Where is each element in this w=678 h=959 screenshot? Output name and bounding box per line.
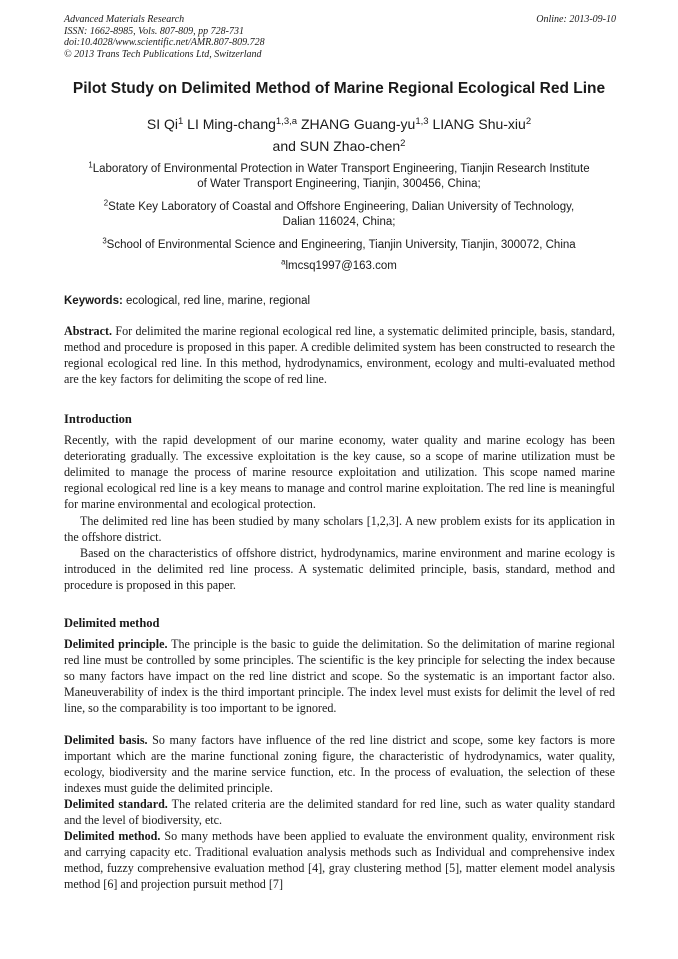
abstract (64, 324, 615, 388)
abstract-label: Abstract. (64, 324, 113, 338)
author-line-2 (30, 135, 648, 157)
method-heading: Delimited method (64, 616, 160, 630)
author-superscript: 2 (525, 115, 532, 127)
principle-label: Delimited principle. (64, 637, 168, 651)
delimited-basis-paragraph (64, 733, 615, 797)
affiliation-1 (40, 162, 638, 192)
email-text: lmcsq1997@163.com (285, 260, 397, 272)
author-name: ZHANG Guang-yu (300, 116, 416, 132)
author-superscript: 1 (177, 115, 184, 127)
delimited-standard-paragraph (64, 797, 615, 829)
affiliation-line (40, 162, 638, 177)
author-name: and SUN Zhao-chen (272, 138, 401, 154)
method-text: So many methods have been applied to evaluate the environment quality, environment risk and carrying capacity etc. Traditional evaluation analysis methods such as Individual and comprehensive index method, fuzzy comprehensive evaluation method [4], gray clustering method [5], matter element model analysis method [6] and projection pursuit method [7] (64, 829, 615, 891)
principle-text: The principle is the basic to guide the delimitation. So the delimitation of marine regional red line must be controlled by some principles. The scientific is the key principle for selecting the index because so many factors have impact on the red line district and scope. So the systematic is an important factor also. Maneuverability of index is the third important principle. The index level must exists for delimit the level of red line, so the comparability is too important to be ignored. (64, 637, 615, 715)
author-name: LIANG Shu-xiu (432, 116, 526, 132)
affiliation-text: of Water Transport Engineering, Tianjin, 300456, China; (197, 178, 481, 190)
standard-label: Delimited standard. (64, 797, 168, 811)
basis-label: Delimited basis. (64, 733, 148, 747)
introduction-paragraph-3: Based on the characteristics of offshore district, hydrodynamics, marine environment and marine ecology is introduced in the delimited red line process. A systematic delimited principle, basis, standard, method and procedure is proposed in this paper. (64, 546, 615, 592)
affiliation-superscript: 3 (102, 236, 107, 246)
author-name: SI Qi (146, 116, 178, 132)
keywords (64, 294, 616, 309)
author-superscript: 1,3,a (275, 115, 298, 127)
email-line (40, 259, 638, 274)
affiliation-superscript: 2 (103, 198, 109, 208)
affiliation-line (40, 200, 638, 215)
keywords-text: ecological, red line, marine, regional (122, 295, 311, 307)
introduction-paragraph-2: The delimited red line has been studied by many scholars [1,2,3]. A new problem exists for its application in the offshore district. (64, 514, 615, 544)
author-line-1 (30, 113, 648, 135)
introduction-paragraph-1: Recently, with the rapid development of our marine economy, water quality and marine ecology has been deteriorating gradually. The excessive exploitation is the key cause, so a scope of marine utilization must be delimited to manage the process of marine resource exploitation and utilization. This scope named marine regional ecological red line is a key means to manage and control marine exploitation. The red line is meaningful for marine environmental and ecological protection. (64, 433, 615, 511)
author-list (30, 113, 648, 157)
affiliation-3 (40, 238, 638, 253)
paper-title: Pilot Study on Delimited Method of Marine Regional Ecological Red Line (72, 80, 606, 97)
affiliation-text: School of Environmental Science and Engineering, Tianjin University, Tianjin, 300072, China (106, 239, 576, 251)
author-name: LI Ming-chang (187, 116, 276, 132)
affiliation-line (40, 177, 638, 192)
keywords-label: Keywords: (64, 295, 123, 307)
method-label: Delimited method. (64, 829, 161, 843)
standard-text: The related criteria are the delimited standard for red line, such as water quality standard and the level of biodiversity, etc. (64, 797, 615, 827)
affiliation-2 (40, 200, 638, 230)
affiliation-text: Laboratory of Environmental Protection in Water Transport Engineering, Tianjin Research Institute (92, 163, 590, 175)
affiliation-line (40, 215, 638, 230)
journal-header (64, 14, 616, 60)
author-superscript: 2 (400, 137, 406, 149)
email-superscript: a (281, 257, 286, 267)
delimited-principle-paragraph (64, 637, 615, 717)
abstract-text: For delimited the marine regional ecological red line, a systematic delimited principle, basis, standard, method and procedure is proposed in this paper. A credible delimited system has been constructed to research the regional ecological red line. In this method, hydrodynamics, environment, ecology and multi-evaluated method are the key factors for delimiting the scope of red line. (64, 324, 615, 386)
affiliation-text: State Key Laboratory of Coastal and Offshore Engineering, Dalian University of Technology, (108, 201, 575, 213)
issn-line: ISSN: 1662-8985, Vols. 807-809, pp 728-731 (64, 25, 244, 37)
journal-name: Advanced Materials Research (64, 14, 185, 25)
doi-line: doi:10.4028/www.scientific.net/AMR.807-809.728 (64, 37, 265, 49)
basis-text: So many factors have influence of the red line district and scope, some key factors is more important which are the marine functional zoning figure, the characteristic of hydrodynamics, water quality, ecology, biodiversity and the marine service function, etc. In the process of evaluation, the selection of these indexes must guide the delimited principle. (64, 733, 615, 795)
author-email (40, 259, 638, 274)
online-date: Online: 2013-09-10 (536, 14, 616, 25)
copyright-line: © 2013 Trans Tech Publications Ltd, Switzerland (64, 48, 262, 60)
introduction-heading: Introduction (64, 412, 132, 426)
affiliation-line (40, 238, 638, 253)
affiliation-superscript: 1 (88, 160, 93, 170)
delimited-method-paragraph (64, 829, 615, 893)
author-superscript: 1,3 (415, 115, 429, 127)
affiliation-text: Dalian 116024, China; (282, 216, 396, 228)
